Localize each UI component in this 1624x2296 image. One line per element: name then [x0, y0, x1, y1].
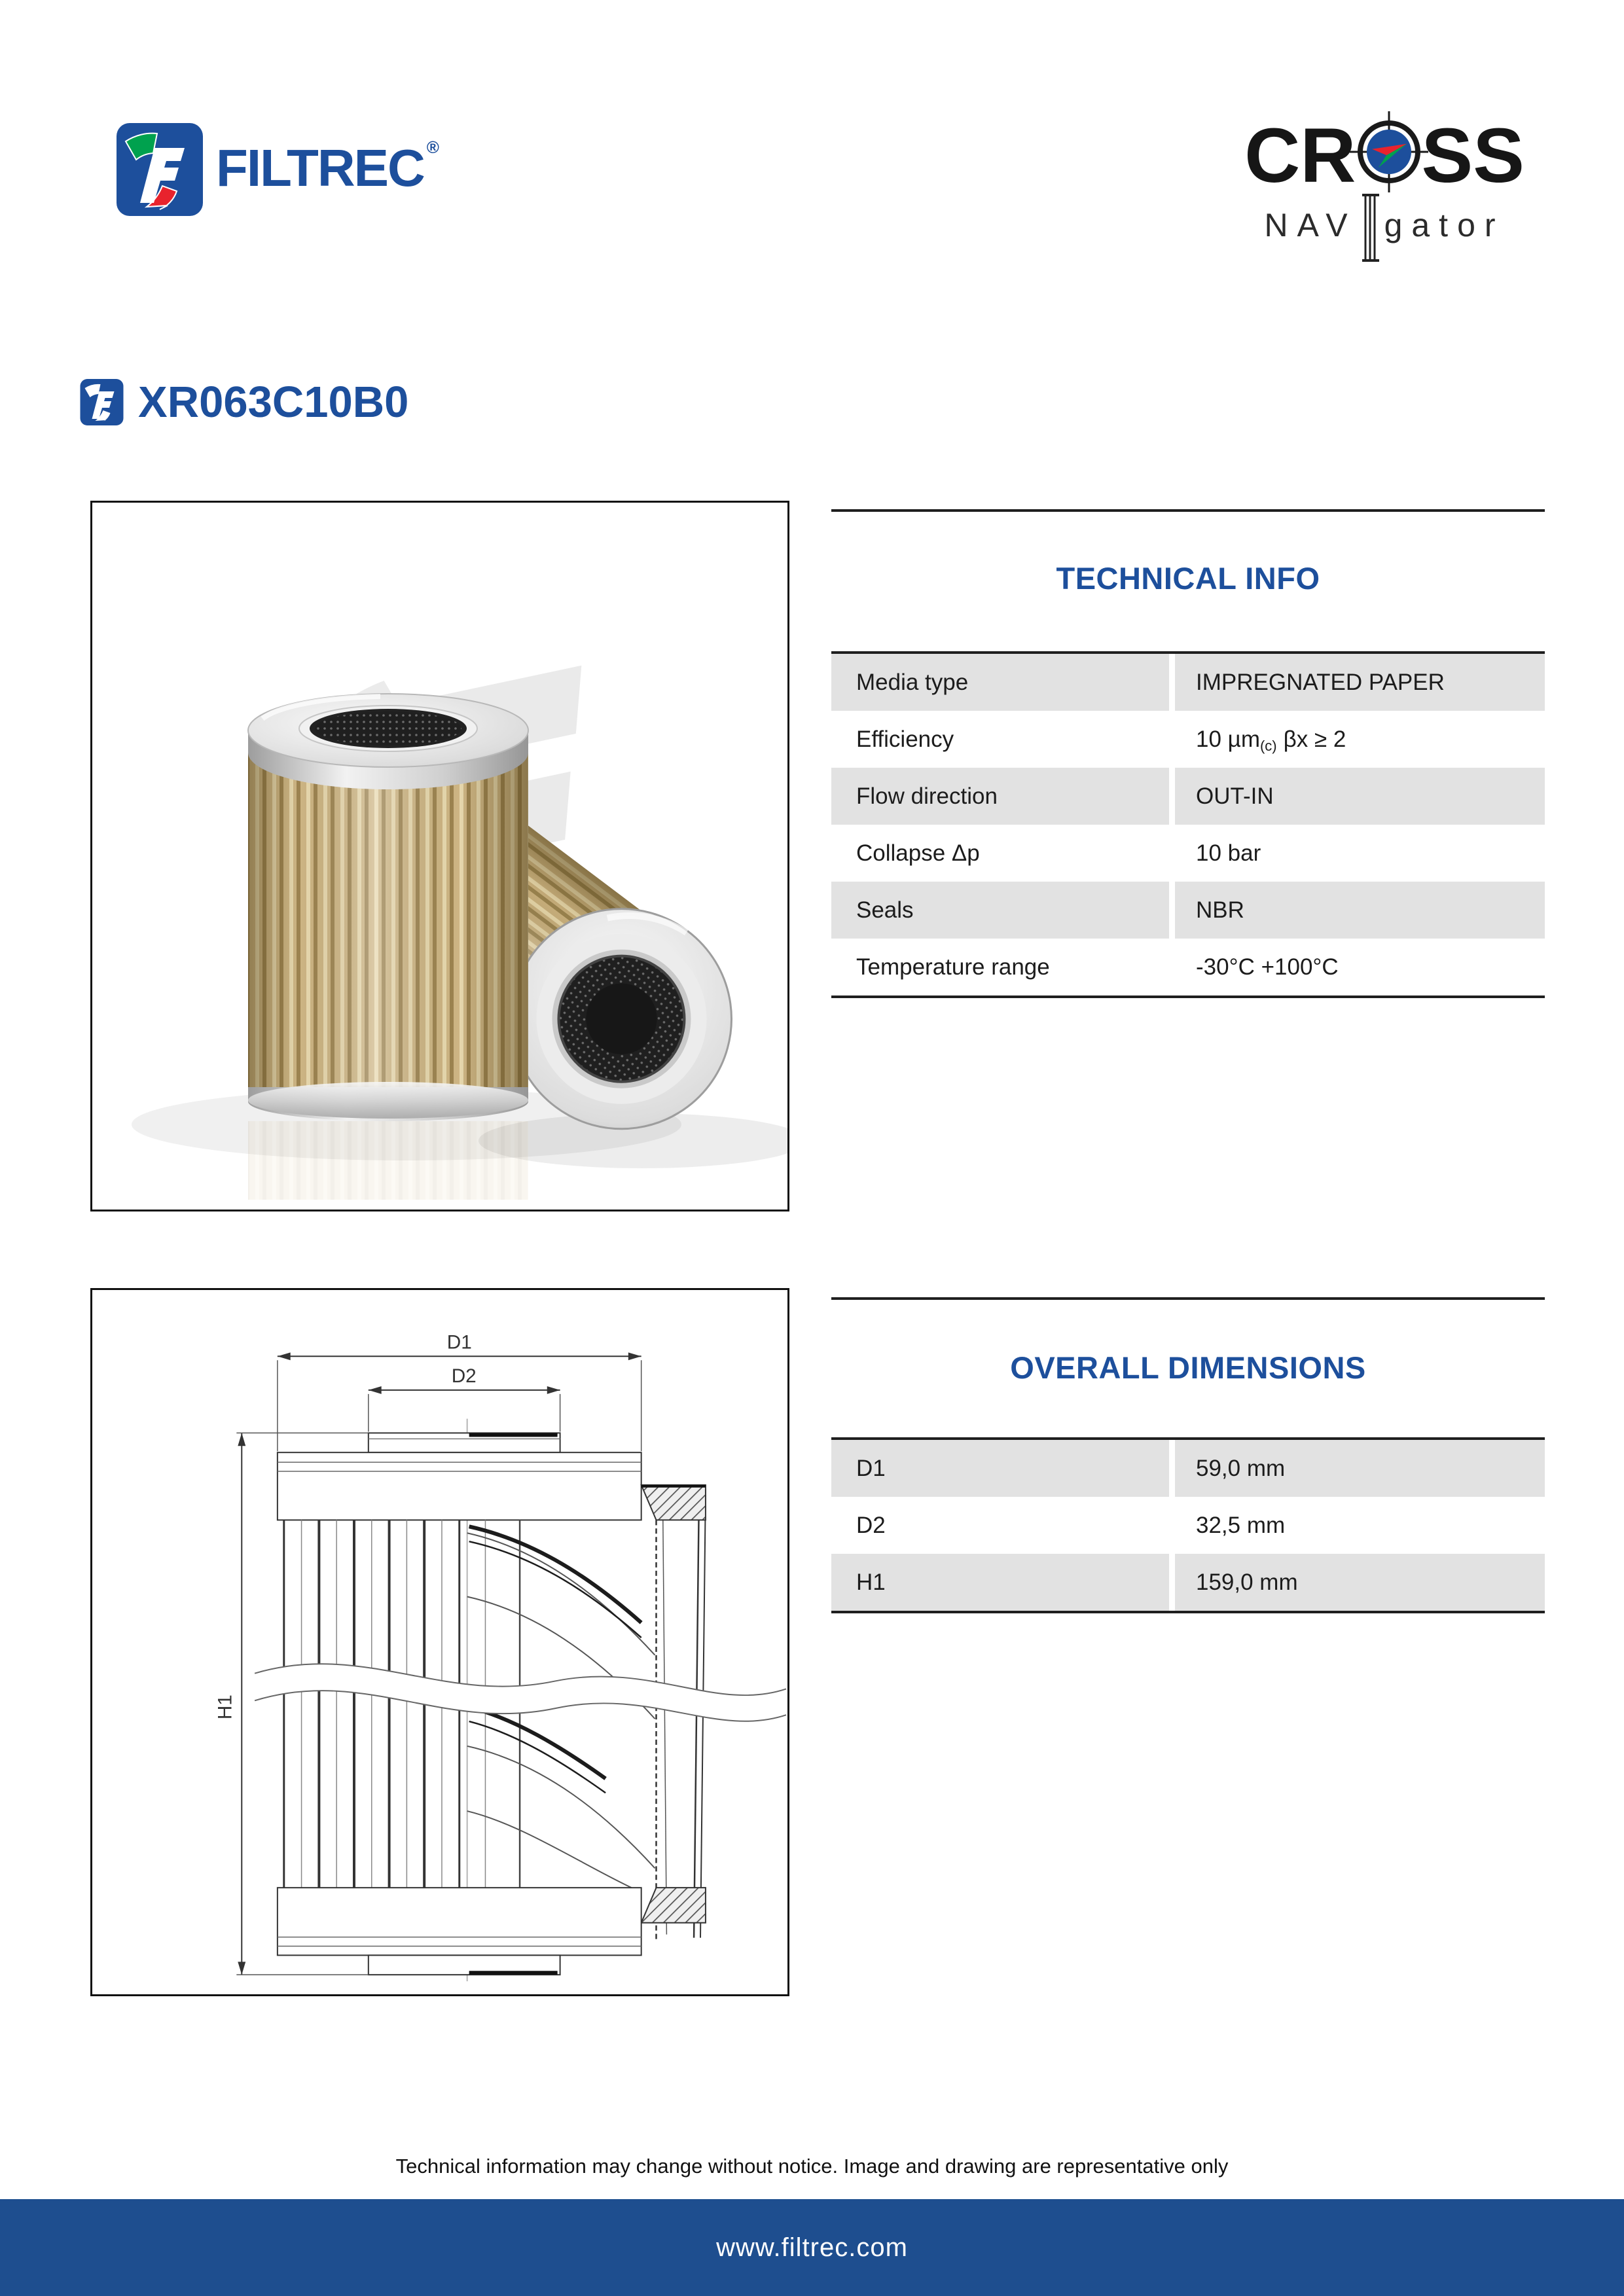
striped-i-icon — [1361, 194, 1380, 262]
filtrec-wordmark: FILTREC — [216, 139, 424, 197]
filtrec-logo — [117, 123, 437, 216]
row-label: Media type — [831, 654, 1169, 711]
overall-dimensions-table — [831, 1437, 1545, 1613]
column-divider — [1169, 711, 1175, 768]
product-photo-panel — [90, 501, 789, 1211]
row-label: Collapse Δp — [831, 825, 1169, 882]
column-divider — [1169, 768, 1175, 825]
table-row — [831, 939, 1545, 996]
row-value: 59,0 mm — [1175, 1440, 1545, 1497]
table-row — [831, 711, 1545, 768]
overall-dimensions-title: OVERALL DIMENSIONS — [1010, 1350, 1366, 1385]
technical-drawing — [92, 1290, 787, 1994]
cross-navigator-logo — [1244, 113, 1525, 259]
dim-label-h1: H1 — [214, 1695, 236, 1720]
row-value: -30°C +100°C — [1175, 939, 1545, 996]
column-divider — [1169, 939, 1175, 996]
row-label: Temperature range — [831, 939, 1169, 996]
table-row — [831, 654, 1545, 711]
row-label: Seals — [831, 882, 1169, 939]
cross-wordmark — [1244, 113, 1525, 199]
technical-info-rule — [831, 509, 1545, 512]
dim-label-d2: D2 — [451, 1365, 477, 1387]
technical-info-title: TECHNICAL INFO — [1056, 561, 1320, 596]
row-value: NBR — [1175, 882, 1545, 939]
row-label: Efficiency — [831, 711, 1169, 768]
footer-bar — [0, 2199, 1624, 2296]
column-divider — [1169, 1440, 1175, 1497]
row-label: Flow direction — [831, 768, 1169, 825]
column-divider — [1169, 825, 1175, 882]
technical-drawing-panel — [90, 1288, 789, 1996]
column-divider — [1169, 1497, 1175, 1554]
product-code-icon — [80, 379, 124, 425]
registered-trademark-symbol: ® — [426, 137, 439, 157]
table-row — [831, 1554, 1545, 1611]
column-divider — [1169, 654, 1175, 711]
navigator-wordmark — [1260, 191, 1509, 259]
row-label: H1 — [831, 1554, 1169, 1611]
table-row — [831, 1440, 1545, 1497]
gator-text: gator — [1384, 207, 1505, 243]
website-link[interactable]: www.filtrec.com — [716, 2233, 908, 2262]
row-label: D2 — [831, 1497, 1169, 1554]
table-row — [831, 882, 1545, 939]
filtrec-logo-mark-icon — [117, 123, 203, 216]
table-row — [831, 768, 1545, 825]
row-value: 10 bar — [1175, 825, 1545, 882]
compass-icon — [1355, 119, 1423, 198]
table-row — [831, 825, 1545, 882]
column-divider — [1169, 882, 1175, 939]
disclaimer-text: Technical information may change without notice. Image and drawing are representative only — [395, 2155, 1229, 2178]
table-row — [831, 1497, 1545, 1554]
nav-text: NAV — [1264, 207, 1357, 243]
dim-label-d1: D1 — [446, 1331, 472, 1354]
row-value: 159,0 mm — [1175, 1554, 1545, 1611]
row-value: 32,5 mm — [1175, 1497, 1545, 1554]
row-label: D1 — [831, 1440, 1169, 1497]
row-value: IMPREGNATED PAPER — [1175, 654, 1545, 711]
row-value: OUT-IN — [1175, 768, 1545, 825]
product-code: XR063C10B0 — [138, 378, 409, 427]
overall-dimensions-rule — [831, 1297, 1545, 1300]
filter-photo-illustration — [92, 503, 787, 1210]
product-header — [80, 377, 408, 427]
cross-text-right: SS — [1421, 113, 1525, 199]
row-value: 10 µm $_{(c)}$ βx ≥ 2 — [1175, 711, 1545, 768]
column-divider — [1169, 1554, 1175, 1611]
technical-info-table — [831, 651, 1545, 998]
cross-text-left: CR — [1244, 113, 1356, 199]
